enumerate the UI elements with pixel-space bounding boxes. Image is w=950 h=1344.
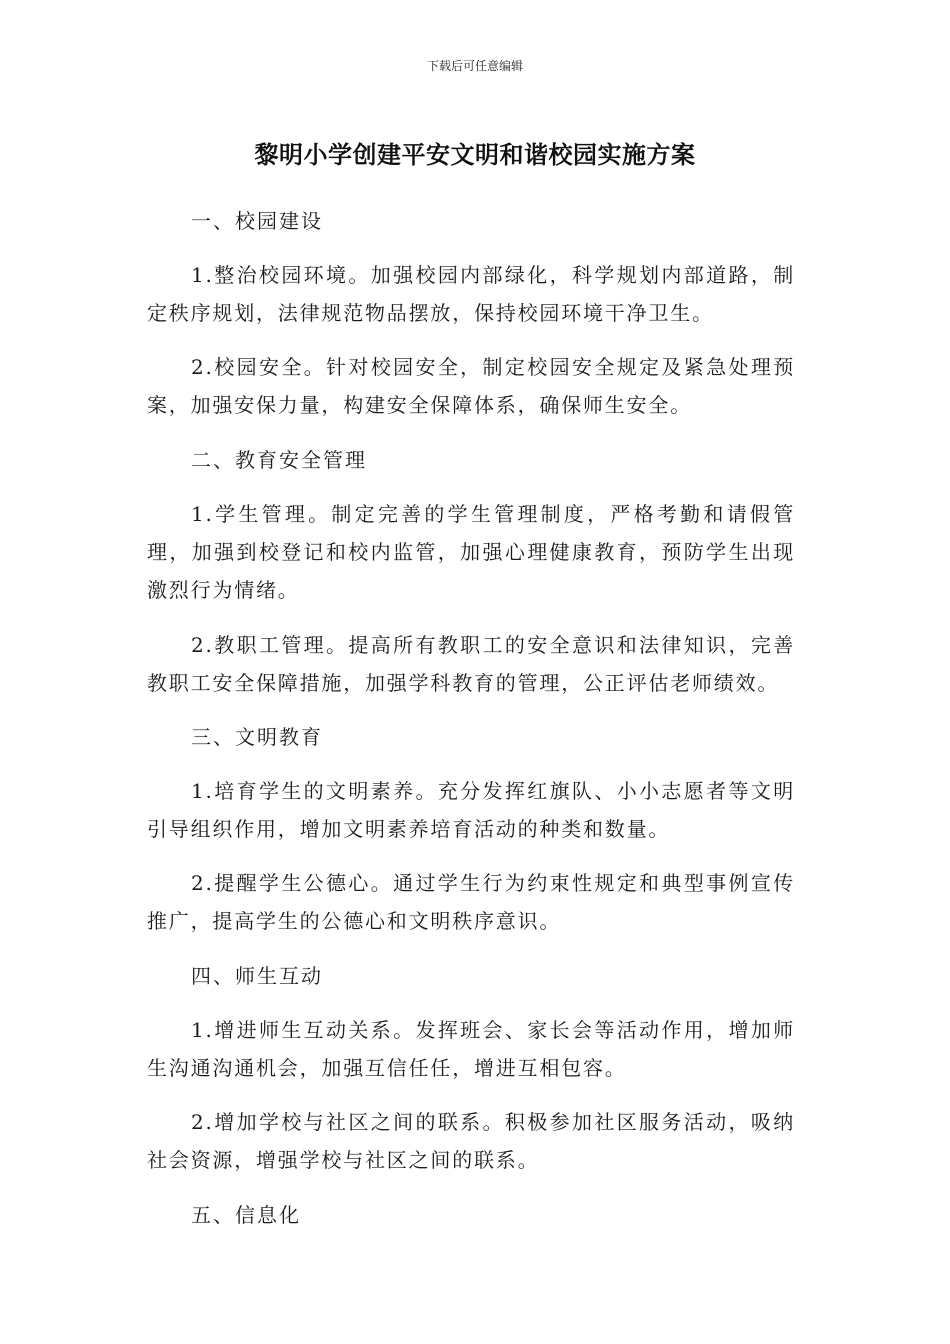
paragraph-text: 1.培育学生的文明素养。充分发挥红旗队、小小志愿者等文明引导组织作用，增加文明素养培育活动的种类和数量。 [147,779,795,841]
section-4-paragraph-1 [147,1011,795,1087]
header-note: 下载后可任意编辑 [426,59,523,73]
document-title: 黎明小学创建平安文明和谐校园实施方案 [254,141,696,169]
paragraph-text: 2.增加学校与社区之间的联系。积极参加社区服务活动，吸纳社会资源，增强学校与社区之间的联系。 [147,1110,795,1172]
paragraph-text: 1.增进师生互动关系。发挥班会、家长会等活动作用，增加师生沟通沟通机会，加强互信任任，增进互相包容。 [147,1018,795,1080]
paragraph-text: 1.学生管理。制定完善的学生管理制度，严格考勤和请假管理，加强到校登记和校内监管，加强心理健康教育，预防学生出现激烈行为情绪。 [147,502,795,602]
section-heading-1: 一、校园建设 [191,209,323,233]
section-heading-3: 三、文明教育 [191,725,323,749]
section-3-paragraph-1 [147,772,795,848]
section-1-paragraph-1 [147,256,795,332]
paragraph-text: 2.教职工管理。提高所有教职工的安全意识和法律知识，完善教职工安全保障措施，加强学科教育的管理，公正评估老师绩效。 [147,633,795,695]
paragraph-text: 2.提醒学生公德心。通过学生行为约束性规定和典型事例宣传推广，提高学生的公德心和文明秩序意识。 [147,871,795,933]
section-heading-2: 二、教育安全管理 [191,448,367,472]
section-2-paragraph-1 [147,495,795,609]
section-2-paragraph-2 [147,626,795,702]
section-3-paragraph-2 [147,864,795,940]
section-1-paragraph-2 [147,348,795,424]
section-heading-4: 四、师生互动 [191,964,323,988]
section-4-paragraph-2 [147,1103,795,1179]
section-heading-5: 五、信息化 [191,1203,301,1227]
paragraph-text: 1.整治校园环境。加强校园内部绿化，科学规划内部道路，制定秩序规划，法律规范物品摆放，保持校园环境干净卫生。 [147,263,795,325]
paragraph-text: 2.校园安全。针对校园安全，制定校园安全规定及紧急处理预案，加强安保力量，构建安全保障体系，确保师生安全。 [147,355,795,417]
